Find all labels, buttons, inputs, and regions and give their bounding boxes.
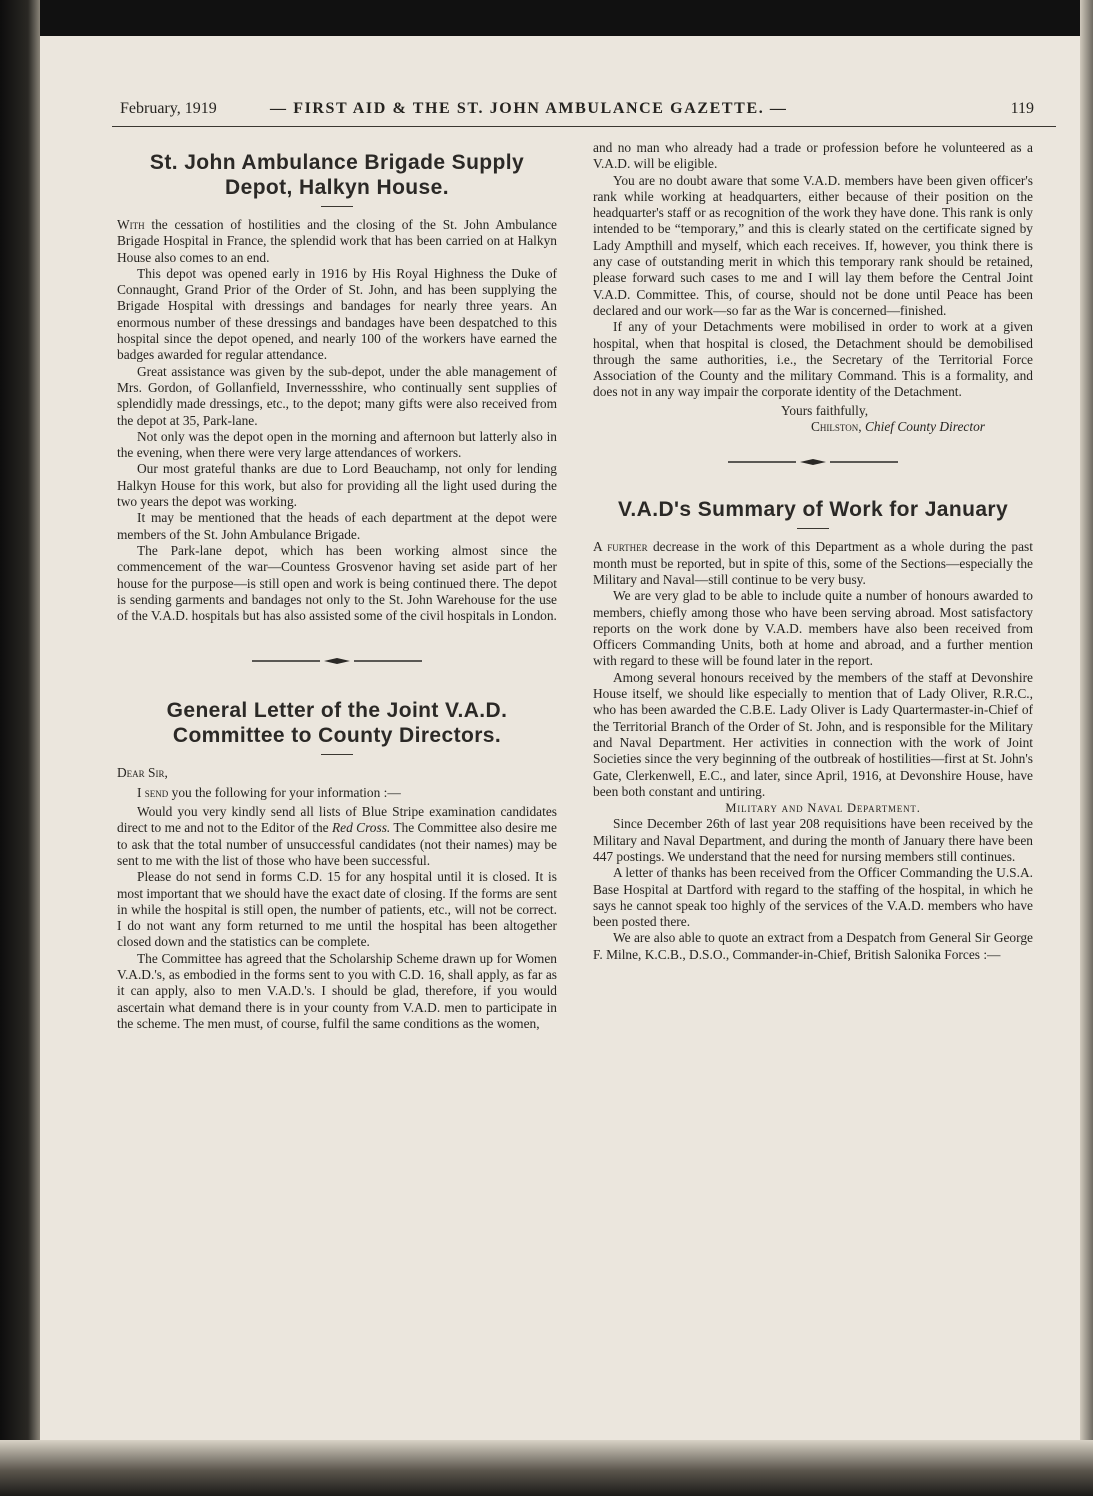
letter-intro-lead: I send — [137, 784, 169, 800]
letter-paragraph-text: The Committee also desire me to ask that the total number of unsuccessful candidates (not their names) may be sent to me with the list of those who have been successful. — [117, 820, 557, 868]
publication-title: Red Cross. — [331, 820, 391, 836]
article3-paragraph — [593, 539, 1033, 588]
article2-title: General Letter of the Joint V.A.D. Committee to County Directors. — [166, 699, 508, 748]
title-rule — [321, 754, 353, 755]
letter-paragraph: You are no doubt aware that some V.A.D. members have been given officer's rank while working at headquarters, either because of their position on the headquarter's staff or as recognition of the work they have done. This rank is only intended to be “temporary,” and this is clearly stated on the certificate signed by Lady Ampthill and myself, which each receives. If, however, you think there is any case of outstanding merit in which this temporary rank should be retained, please forward such cases to me and I will lay them before the Central Joint V.A.D. Committee. This, of course, should not be done until Peace has been declared and our work—so far as the War is concerned—finished. — [593, 172, 1033, 318]
header-title: — FIRST AID & THE ST. JOHN AMBULANCE GAZETTE. — — [270, 100, 788, 117]
article3-paragraph: We are very glad to be able to include quite a number of honours awarded to members, chiefly among those who have been serving abroad. Most satisfactory reports on the work done by V.A.D. members have also been received from Officers Commanding Units, both at home and abroad, and a further mention with regard to these will be found later in the report. — [593, 588, 1033, 669]
letter-salutation: Dear Sir, — [117, 765, 168, 781]
article1-paragraph: Not only was the depot open in the morning and afternoon but latterly also in the evening, when there were very large attendances of workers. — [117, 428, 557, 461]
section-ornament — [117, 656, 557, 672]
article3-paragraph: We are also able to quote an extract from a Despatch from General Sir George F. Milne, K.C.B., D.S.O., Commander-in-Chief, British Salonika Forces :— — [593, 930, 1033, 962]
section-ornament — [593, 457, 1033, 473]
running-header — [120, 100, 1050, 124]
article3-paragraph-text: decrease in the work of this Department as a whole during the past month must be reported, but in spite of this, some of the Sections—especially the Military and Naval—still continue to be very busy. — [593, 539, 1033, 587]
right-column — [593, 140, 1033, 963]
scan-binding-edge — [0, 0, 40, 1496]
signature-name: Chilston, — [811, 419, 862, 435]
article3-subheading: Military and Naval Department. — [725, 801, 921, 816]
article3-paragraph: A letter of thanks has been received from the Officer Commanding the U.S.A. Base Hospital at Dartford with regard to the staffing of the hospital, in which he says he cannot speak too highly of the services of the V.A.D. members who have been posted there. — [593, 865, 1033, 930]
signature-title: Chief County Director — [861, 419, 985, 435]
letter-closing: Yours faithfully, — [781, 402, 869, 418]
title-rule — [797, 528, 829, 529]
letter-signature — [791, 419, 1033, 435]
letter-continuation: and no man who already had a trade or profession before he volunteered as a V.A.D. will be eligible. — [593, 140, 1033, 172]
letter-paragraph: If any of your Detachments were mobilised in order to work at a given hospital, when that hospital is closed, the Detachment should be demobilised through the same authorities, i.e., the Secretary of the Territorial Force Association of the County and the military Command. This is a formality, and does not in any way impair the corporate identity of the Detachment. — [593, 319, 1033, 400]
letter-paragraph — [117, 804, 557, 869]
title-rule — [321, 206, 353, 207]
article1-paragraph: Great assistance was given by the sub-depot, under the able management of Mrs. Gordon, of Gollanfield, Invernessshire, who continually sent supplies of splendidly made dressings, etc., to the depot; many gifts were also received from the depot at 35, Park-lane. — [117, 363, 557, 428]
letter-paragraph: Please do not send in forms C.D. 15 for any hospital until it is closed. It is most important that we should have the exact date of closing. If the forms are sent in while the hospital is still open, the number of patients, etc., will not be correct. I do not want any form returned to me until the hospital has been altogether closed down and the statistics can be complete. — [117, 869, 557, 950]
article1-title: St. John Ambulance Brigade Supply Depot, Halkyn House. — [149, 151, 525, 199]
article3-paragraph: Among several honours received by the members of the staff at Devonshire House itself, we should like especially to mention that of Lady Oliver, R.R.C., who has been awarded the C.B.E. Lady Oliver is Lady Quartermaster-in-Chief of the Territorial Branch of the Order of St. John, and is responsible for the Military and Naval Department. Her activities in connection with the work of Joint Societies since the very beginning of the outbreak of hostilities—first at St. John's Gate, Clerkenwell, E.C., and later, since April, 1916, at Devonshire House, have been both constant and untiring. — [593, 669, 1033, 799]
article3-lead: A further — [593, 539, 648, 555]
article1-paragraph-text: the cessation of hostilities and the closing of the St. John Ambulance Brigade Hospital in France, the splendid work that has been carried on at Halkyn House also comes to an end. — [117, 217, 557, 265]
letter-paragraph-text: Would you very kindly send all lists of Blue Stripe examination candidates direct to me and not to the Editor of the — [117, 804, 557, 836]
letter-intro-text: you the following for your information :— — [168, 784, 401, 800]
article1-paragraph: Our most grateful thanks are due to Lord Beauchamp, not only for lending Halkyn House for this work, but also for providing all the light used during the two years the depot was working. — [117, 461, 557, 510]
header-date: February, 1919 — [120, 100, 217, 117]
scan-bottom-border — [0, 1440, 1093, 1496]
article1-lead: With — [117, 217, 145, 232]
article3-paragraph: Since December 26th of last year 208 requisitions have been received by the Military and Naval Department, and during the month of January there have been 447 postings. We understand that the need for nursing members still continues. — [593, 816, 1033, 864]
letter-paragraph: The Committee has agreed that the Scholarship Scheme drawn up for Women V.A.D.'s, as embodied in the forms sent to you with C.D. 16, shall apply, as far as it can apply, also to men V.A.D.'s. I should be glad, therefore, if you would ascertain what demand there is in your county from V.A.D. men to participate in the scheme. The men must, of course, fulfil the same conditions as the women, — [117, 950, 557, 1031]
left-column — [117, 140, 557, 1032]
article3-title: V.A.D's Summary of Work for January — [617, 498, 1009, 522]
page-number: 119 — [1010, 100, 1034, 117]
article1-paragraph: The Park-lane depot, which has been working almost since the commencement of the war—Countess Grosvenor having set aside part of her house for the purpose—is still open and work is being continued there. The depot is sending garments and bandages not only to the St. John Warehouse for the use of the V.A.D. hospitals but has also assisted some of the civil hospitals in London. — [117, 542, 557, 624]
scan-top-border — [0, 0, 1093, 36]
scan-right-edge — [1080, 0, 1093, 1496]
header-rule — [112, 126, 1056, 127]
article1-paragraph: This depot was opened early in 1916 by His Royal Highness the Duke of Connaught, Grand Prior of the Order of St. John, and has been supplying the Brigade Hospital with dressings and bandages for nearly three years. An enormous number of these dressings and bandages have been despatched to this hospital since the depot opened, and nearly 100 of the workers have earned the badges awarded for regular attendance. — [117, 265, 557, 363]
letter-intro — [117, 785, 557, 801]
article1-paragraph: It may be mentioned that the heads of each department at the depot were members of the St. John Ambulance Brigade. — [117, 510, 557, 542]
article1-paragraph — [117, 217, 557, 266]
